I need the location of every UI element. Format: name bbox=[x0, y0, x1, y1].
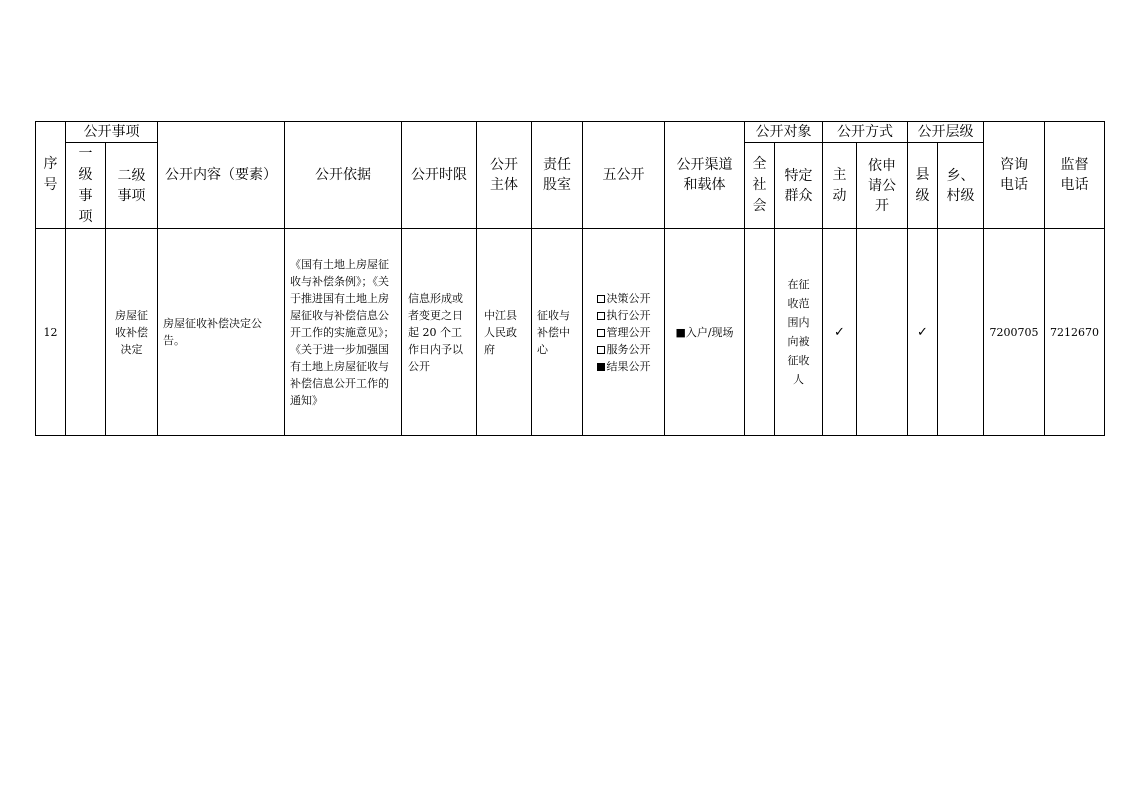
header-mode-active: 主动 bbox=[823, 143, 857, 229]
row-target-specific: 在征收范围内向被征收人 bbox=[775, 229, 823, 436]
checkbox-checked-icon bbox=[597, 363, 605, 371]
five-item: 管理公开 bbox=[597, 324, 651, 341]
header-level2: 二级事项 bbox=[106, 143, 158, 229]
row-dept: 征收与补偿中心 bbox=[532, 229, 583, 436]
row-seq: 12 bbox=[36, 229, 66, 436]
header-seq: 序号 bbox=[36, 122, 66, 229]
checkbox-icon bbox=[597, 295, 605, 303]
row-consult-phone: 7200705 bbox=[984, 229, 1045, 436]
header-target-specific: 特定群众 bbox=[775, 143, 823, 229]
row-content: 房屋征收补偿决定公告。 bbox=[158, 229, 285, 436]
row-subject: 中江县人民政府 bbox=[477, 229, 532, 436]
header-consult-phone: 咨询电话 bbox=[984, 122, 1045, 229]
row-five bbox=[583, 229, 665, 436]
checkbox-icon bbox=[597, 312, 605, 320]
checkmark-icon: ✓ bbox=[917, 324, 928, 340]
header-dept: 责任股室 bbox=[532, 122, 583, 229]
header-five: 五公开 bbox=[583, 122, 665, 229]
header-content: 公开内容（要素） bbox=[158, 122, 285, 229]
five-disclosure-list bbox=[597, 290, 651, 375]
header-level-town: 乡、村级 bbox=[938, 143, 984, 229]
row-mode-active bbox=[823, 229, 857, 436]
row-target-all bbox=[745, 229, 775, 436]
header-level-group: 公开层级 bbox=[908, 122, 984, 143]
row-level-county bbox=[908, 229, 938, 436]
header-matter-group: 公开事项 bbox=[66, 122, 158, 143]
row-mode-request bbox=[857, 229, 908, 436]
header-subject: 公开主体 bbox=[477, 122, 532, 229]
filled-square-icon: ■ bbox=[675, 325, 686, 339]
header-target-all: 全社会 bbox=[745, 143, 775, 229]
row-level1 bbox=[66, 229, 106, 436]
five-item: 服务公开 bbox=[597, 341, 651, 358]
header-channel: 公开渠道和载体 bbox=[665, 122, 745, 229]
five-item: 结果公开 bbox=[597, 358, 651, 375]
five-item: 决策公开 bbox=[597, 290, 651, 307]
header-supervise-phone: 监督电话 bbox=[1045, 122, 1105, 229]
checkbox-icon bbox=[597, 346, 605, 354]
row-channel: ■入户/现场 bbox=[665, 229, 745, 436]
row-time-limit: 信息形成或者变更之日起 20 个工作日内予以公开 bbox=[402, 229, 477, 436]
header-time-limit: 公开时限 bbox=[402, 122, 477, 229]
header-level-county: 县级 bbox=[908, 143, 938, 229]
header-mode-request: 依申请公开 bbox=[857, 143, 908, 229]
checkbox-icon bbox=[597, 329, 605, 337]
row-level-town bbox=[938, 229, 984, 436]
header-mode-group: 公开方式 bbox=[823, 122, 908, 143]
checkmark-icon: ✓ bbox=[834, 324, 845, 340]
row-level2: 房屋征收补偿决定 bbox=[106, 229, 158, 436]
disclosure-table bbox=[35, 121, 1105, 436]
row-basis: 《国有土地上房屋征收与补偿条例》；《关于推进国有土地上房屋征收与补偿信息公开工作的实施意见》；《关于进一步加强国有土地上房屋征收与补偿信息公开工作的通知》 bbox=[285, 229, 402, 436]
header-basis: 公开依据 bbox=[285, 122, 402, 229]
header-target-group: 公开对象 bbox=[745, 122, 823, 143]
header-level1: 一级事项 bbox=[66, 143, 106, 229]
table-row bbox=[36, 229, 1105, 436]
row-supervise-phone: 7212670 bbox=[1045, 229, 1105, 436]
five-item: 执行公开 bbox=[597, 307, 651, 324]
